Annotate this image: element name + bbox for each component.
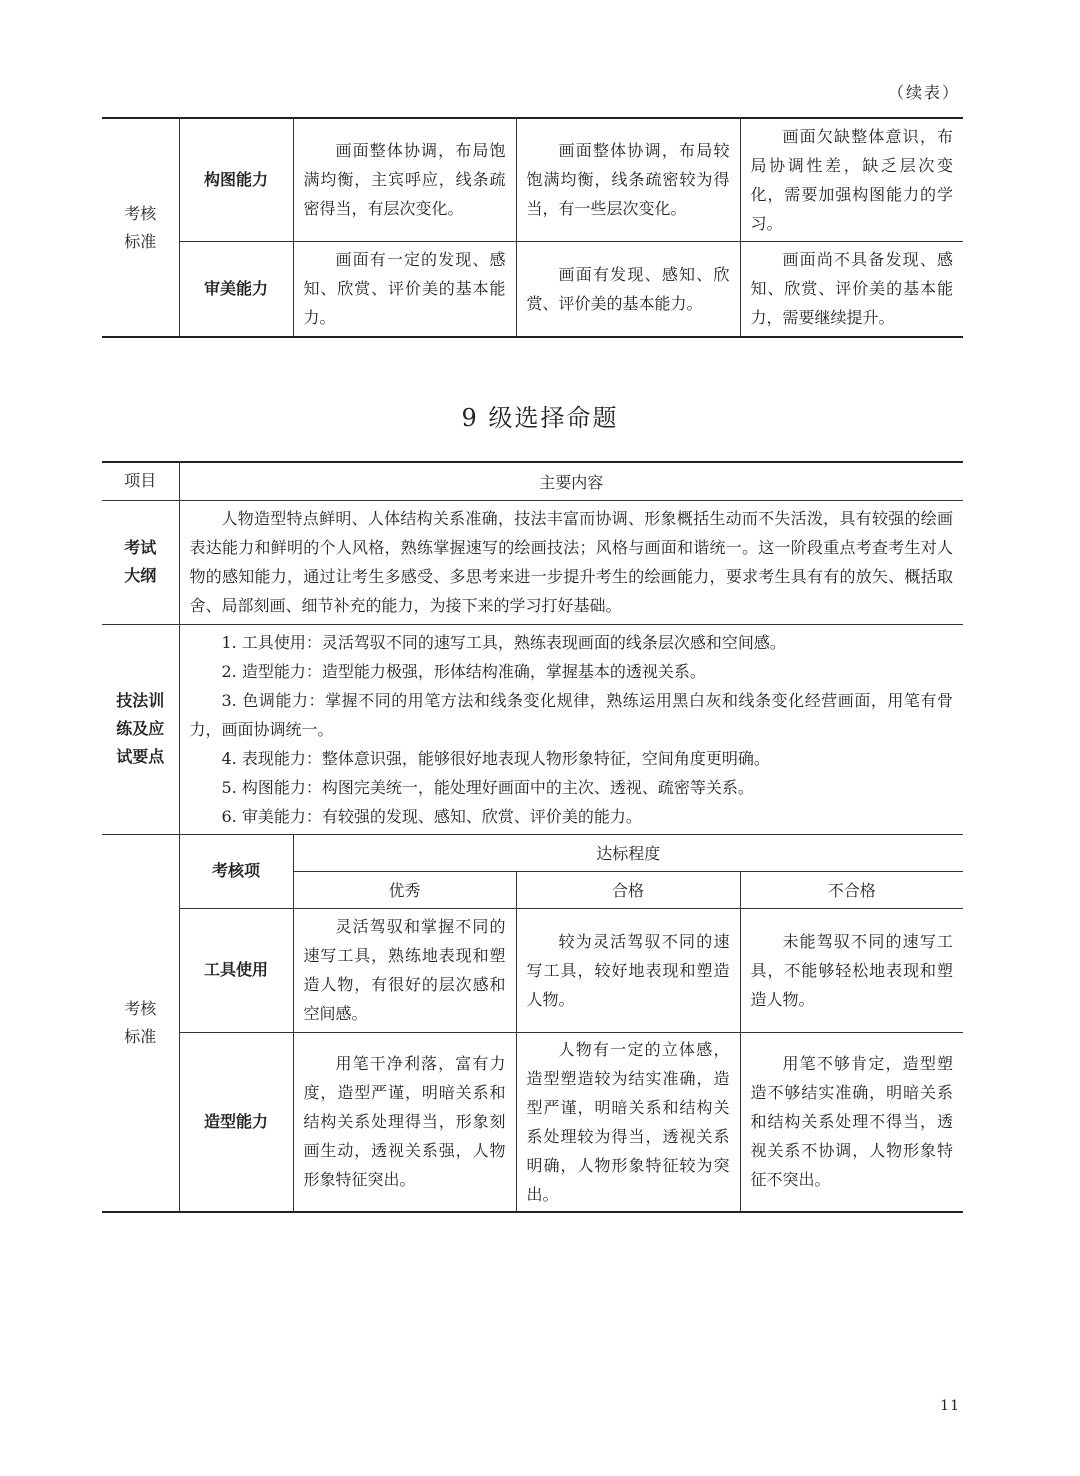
criterion-pass: 画面有发现、感知、欣赏、评价美的基本能力。 [516,241,740,337]
skill-item: 4. 表现能力：整体意识强，能够很好地表现人物形象特征，空间角度更明确。 [221,748,770,768]
row-header-assessment: 考核标准 [102,118,179,337]
page-number: 11 [940,1398,960,1414]
criterion-fail: 画面尚不具备发现、感知、欣赏、评价美的基本能力，需要继续提升。 [740,241,963,337]
level-pass: 合格 [516,871,740,908]
skill-item: 3. 色调能力：掌握不同的用笔方法和线条变化规律，熟练运用黑白灰和线条变化经营画面，用笔有骨力，画面协调统一。 [189,690,954,739]
criterion-label: 构图能力 [179,118,293,241]
criterion-excellent: 灵活驾驭和掌握不同的速写工具，熟练地表现和塑造人物，有很好的层次感和空间感。 [293,908,516,1032]
skill-item: 1. 工具使用：灵活驾驭不同的速写工具，熟练表现画面的线条层次感和空间感。 [221,632,786,652]
skill-item: 2. 造型能力：造型能力极强，形体结构准确，掌握基本的透视关系。 [221,661,706,681]
level-fail: 不合格 [740,871,963,908]
criterion-label: 造型能力 [179,1032,293,1212]
row-header-assessment: 考核标准 [102,834,179,1212]
level-excellent: 优秀 [293,871,516,908]
continued-label: （续表） [887,83,960,102]
criterion-label: 工具使用 [179,908,293,1032]
assessment-table-continued [102,117,963,338]
col-header-item: 项目 [102,462,179,500]
criterion-excellent: 画面整体协调，布局饱满均衡，主宾呼应，线条疏密得当，有层次变化。 [293,118,516,241]
criterion-fail: 未能驾驭不同的速写工具，不能够轻松地表现和塑造人物。 [740,908,963,1032]
criterion-fail: 用笔不够肯定，造型塑造不够结实准确，明暗关系和结构关系处理不得当，透视关系不协调，人物形象特征不突出。 [740,1032,963,1212]
criterion-excellent: 画面有一定的发现、感知、欣赏、评价美的基本能力。 [293,241,516,337]
criterion-excellent: 用笔干净利落，富有力度，造型严谨，明暗关系和结构关系处理得当，形象刻画生动，透视关系强，人物形象特征突出。 [293,1032,516,1212]
criterion-pass: 较为灵活驾驭不同的速写工具，较好地表现和塑造人物。 [516,908,740,1032]
assess-level-header: 达标程度 [293,834,963,871]
grade9-table [102,461,963,1213]
assess-item-header: 考核项 [179,834,293,908]
criterion-fail: 画面欠缺整体意识，布局协调性差，缺乏层次变化，需要加强构图能力的学习。 [740,118,963,241]
outline-text: 人物造型特点鲜明、人体结构关系准确，技法丰富而协调、形象概括生动而不失活泼，具有较强的绘画表达能力和鲜明的个人风格，熟练掌握速写的绘画技法；风格与画面和谐统一。这一阶段重点考查考生对人物的感知能力，通过让考生多感受、多思考来进一步提升考生的绘画能力，要求考生具有有的放矢、概括取舍、局部刻画、细节补充的能力，为接下来的学习打好基础。 [179,500,963,624]
skill-item: 5. 构图能力：构图完美统一，能处理好画面中的主次、透视、疏密等关系。 [221,777,754,797]
skill-item: 6. 审美能力：有较强的发现、感知、欣赏、评价美的能力。 [221,806,642,826]
row-header-outline: 考试大纲 [102,500,179,624]
row-header-skills: 技法训练及应试要点 [102,624,179,834]
criterion-pass: 画面整体协调，布局较饱满均衡，线条疏密较为得当，有一些层次变化。 [516,118,740,241]
criterion-label: 审美能力 [179,241,293,337]
col-header-content: 主要内容 [179,462,963,500]
criterion-pass: 人物有一定的立体感，造型塑造较为结实准确，造型严谨，明暗关系和结构关系处理较为得当，透视关系明确，人物形象特征较为突出。 [516,1032,740,1212]
skills-list [179,624,963,834]
section-title: 9 级选择命题 [461,404,619,432]
